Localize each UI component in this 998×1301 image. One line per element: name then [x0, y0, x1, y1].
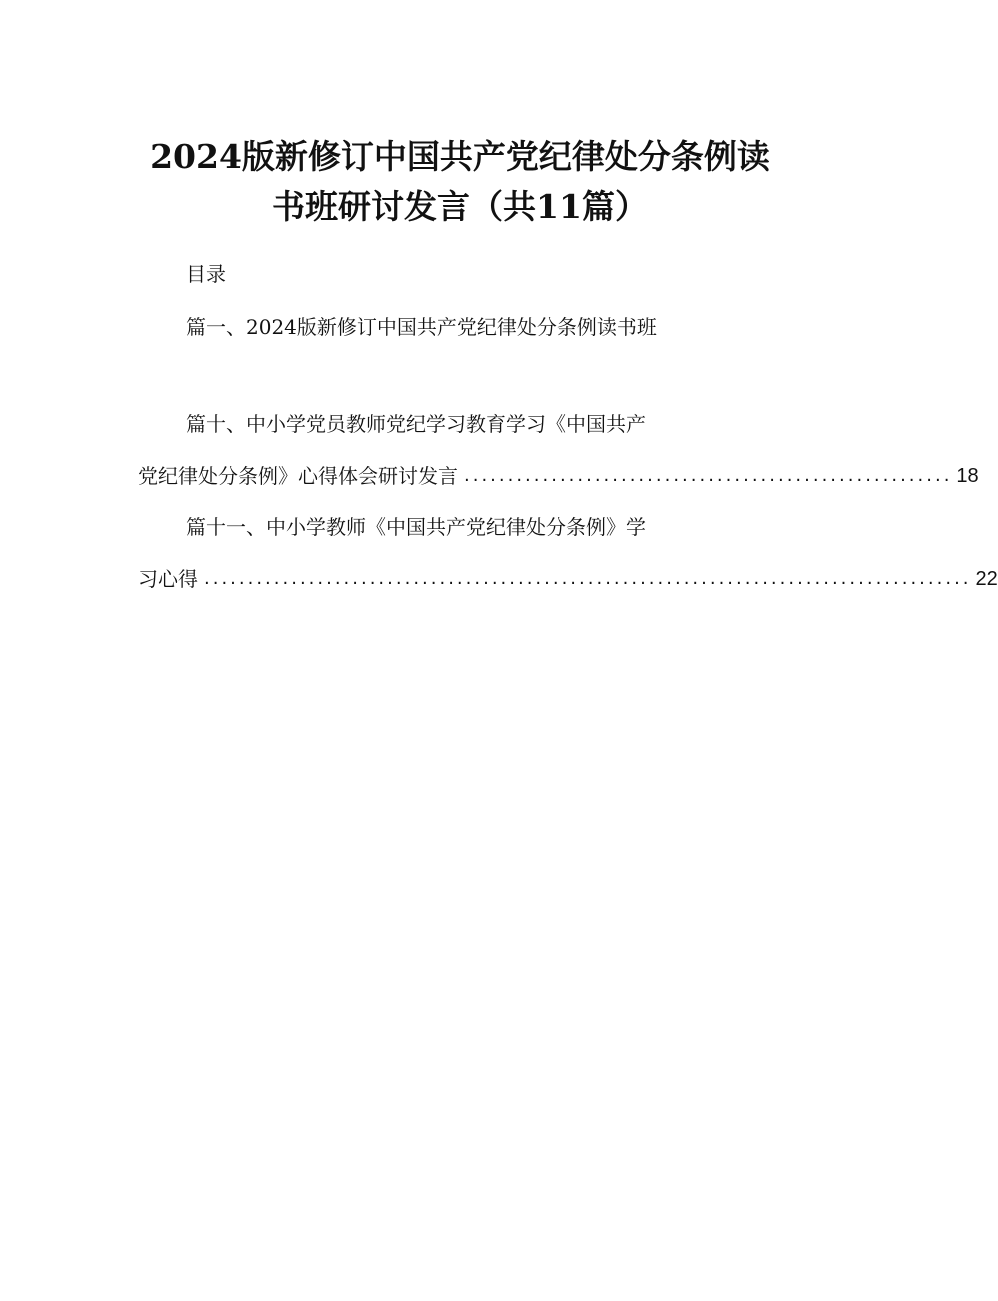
document-title-line-2: 书班研讨发言（共11篇）	[272, 187, 648, 226]
toc-page-number: 18	[956, 465, 979, 487]
toc-page-number: 22	[975, 568, 998, 590]
toc-heading: 目录	[186, 262, 226, 286]
toc-entry-10-line-2[interactable]	[138, 460, 979, 492]
toc-entry-11-text: 习心得	[138, 567, 198, 591]
toc-entry-11-line-1[interactable]: 篇十一、中小学教师《中国共产党纪律处分条例》学	[186, 515, 646, 539]
document-title-line-1: 2024版新修订中国共产党纪律处分条例读	[150, 137, 770, 176]
toc-leader-dots: ........................................................................................	[204, 568, 972, 589]
toc-entry-11-line-2[interactable]	[138, 563, 998, 595]
toc-entry-10-line-1[interactable]: 篇十、中小学党员教师党纪学习教育学习《中国共产	[186, 412, 646, 436]
toc-entry-10-text: 党纪律处分条例》心得体会研讨发言	[138, 464, 458, 488]
toc-leader-dots: ........................................................	[464, 465, 953, 486]
toc-entry-1[interactable]: 篇一、2024版新修订中国共产党纪律处分条例读书班	[186, 315, 657, 339]
